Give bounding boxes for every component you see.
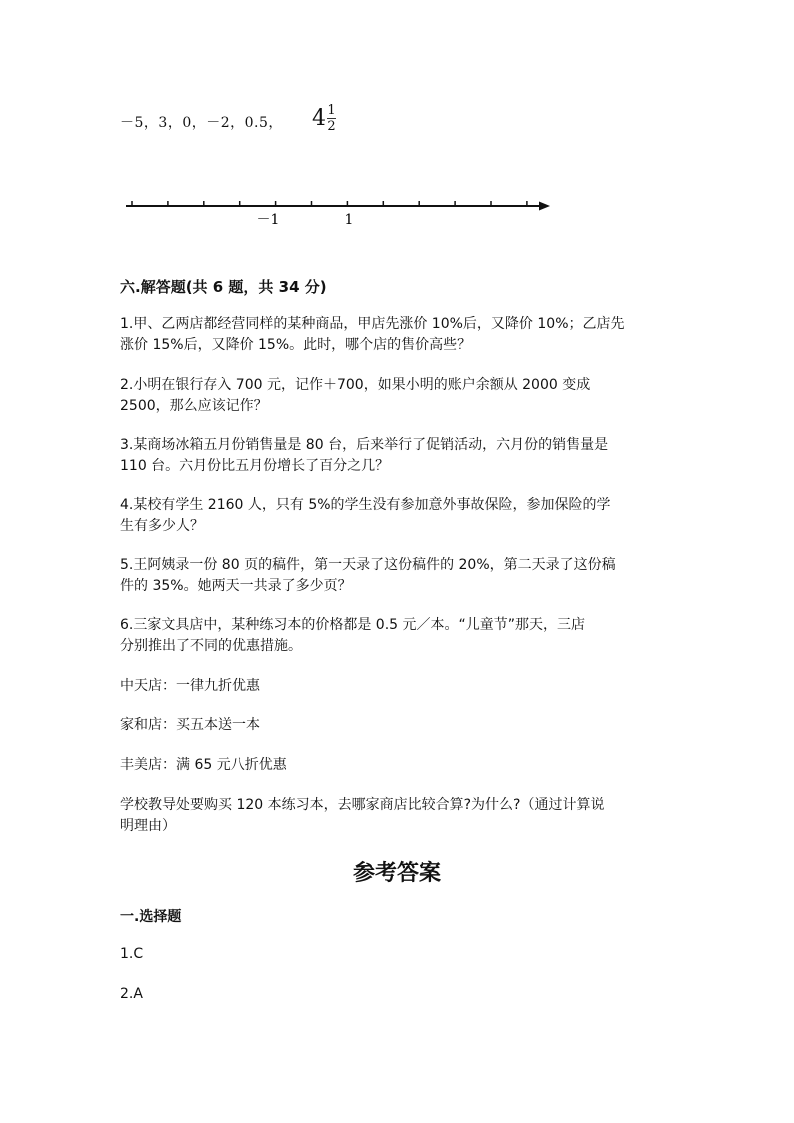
question-2-line-2: 2500，那么应该记作？ [120, 398, 268, 414]
question-2-line-1: 2.小明在银行存入 700 元，记作＋700，如果小明的账户余额从 2000 变成 [120, 377, 591, 393]
question-5-line-1: 5.王阿姨录一份 80 页的稿件，第一天录了这份稿件的 20%，第二天录了这份稿 [120, 557, 616, 573]
section6-heading: 六.解答题(共 6 题，共 34 分) [120, 278, 327, 296]
question-6-ending-line-2: 明理由） [120, 818, 176, 834]
question-6-line-2: 分别推出了不同的优惠措施。 [120, 638, 302, 654]
answer-2: 2.A [120, 986, 143, 1002]
question-3-line-2: 110 台。六月份比五月份增长了百分之几？ [120, 458, 390, 474]
answer-key-title: 参考答案 [352, 861, 441, 886]
number-line-label-1: 1 [344, 212, 354, 228]
fraction-denominator: 2 [327, 119, 336, 134]
question-6 [120, 615, 680, 657]
store-jiahe: 家和店：买五本送一本 [120, 717, 260, 733]
mixed-number-whole: 4 [312, 105, 326, 131]
answer-1: 1.C [120, 946, 144, 962]
question-3-line-1: 3.某商场冰箱五月份销售量是 80 台，后来举行了促销活动，六月份的销售量是 [120, 437, 609, 453]
question-6-line-1: 6.三家文具店中，某种练习本的价格都是 0.5 元／本。“儿童节”那天，三店 [120, 617, 586, 633]
store-zhongtian: 中天店：一律九折优惠 [120, 678, 260, 694]
mixed-number [312, 104, 336, 133]
question-5 [120, 555, 680, 597]
fraction-numerator: 1 [327, 103, 336, 118]
question-1-line-2: 涨价 15%后，又降价 15%。此时，哪个店的售价高些？ [120, 337, 472, 353]
number-line-figure [120, 190, 560, 230]
question-5-line-2: 件的 35%。她两天一共录了多少页？ [120, 578, 352, 594]
mixed-number-fraction [327, 104, 336, 133]
question-1-line-1: 1.甲、乙两店都经营同样的某种商品，甲店先涨价 10%后，又降价 10%；乙店先 [120, 316, 625, 332]
question-6-ending-line-1: 学校教导处要购买 120 本练习本，去哪家商店比较合算?为什么?（通过计算说 [120, 797, 605, 813]
question-2 [120, 375, 680, 417]
question-6-ending [120, 795, 680, 837]
question-4 [120, 495, 680, 537]
number-list: －5，3，0，－2，0.5， [120, 115, 283, 131]
number-line-label-neg1: －1 [256, 212, 280, 228]
number-line-svg [120, 190, 560, 230]
question-4-line-2: 生有多少人？ [120, 518, 204, 534]
question-1 [120, 314, 680, 356]
question-3 [120, 435, 680, 477]
question-4-line-1: 4.某校有学生 2160 人，只有 5%的学生没有参加意外事故保险，参加保险的学 [120, 497, 611, 513]
answer-section1-heading: 一.选择题 [120, 909, 182, 925]
store-fengmei: 丰美店：满 65 元八折优惠 [120, 757, 287, 773]
number-line-arrow [539, 202, 550, 211]
